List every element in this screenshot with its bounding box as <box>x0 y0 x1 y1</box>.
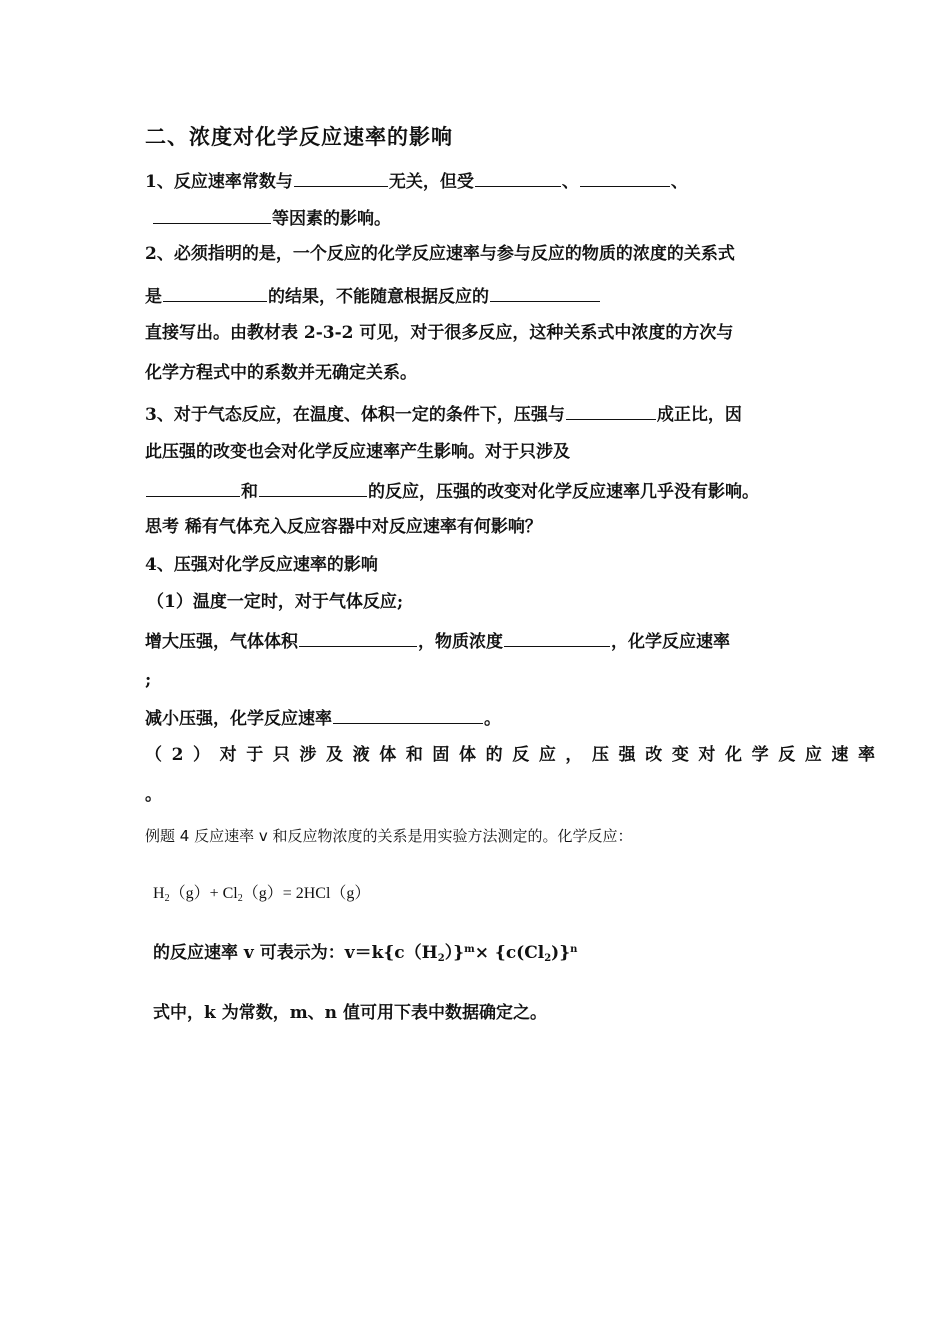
q3-line-2: 此压强的改变也会对化学反应速率产生影响。对于只涉及 <box>145 442 570 462</box>
rate-sub-2: 2 <box>544 953 552 964</box>
rate-sub-1: 2 <box>437 953 445 964</box>
q4-inc-c: ，化学反应速率 <box>611 632 730 652</box>
q2-text-c: 的结果，不能随意根据反应的 <box>268 287 489 307</box>
section-title: 二、浓度对化学反应速率的影响 <box>145 124 453 149</box>
rate-part-b: ）} <box>444 943 465 963</box>
q2-text-b: 是 <box>145 287 162 307</box>
q1-blank-3[interactable] <box>580 168 670 187</box>
q1-blank-2[interactable] <box>475 168 561 187</box>
q2-blank-1[interactable] <box>163 283 267 302</box>
eq-sub-2: 2 <box>237 893 243 904</box>
q1-text-c: 、 <box>561 172 579 192</box>
eq-sub-1: 2 <box>164 893 170 904</box>
rate-sup-m: m <box>464 944 475 955</box>
q4-blank-decrease-rate[interactable] <box>333 705 483 724</box>
rate-sup-n: n <box>570 944 578 955</box>
q1-text-a: 1、反应速率常数与 <box>145 172 293 192</box>
q1-text-e: 等因素的影响。 <box>272 209 391 229</box>
q3-text-a: 3、对于气态反应，在温度、体积一定的条件下，压强与 <box>145 405 565 425</box>
q4-decrease-line <box>145 705 501 731</box>
q1-blank-1[interactable] <box>294 168 388 187</box>
q4-blank-concentration[interactable] <box>504 628 610 647</box>
q3-blank-3[interactable] <box>259 478 367 497</box>
q4-semicolon: ; <box>145 670 152 690</box>
q4-inc-a: 增大压强，气体体积 <box>145 632 298 652</box>
q4-increase-line <box>145 628 730 654</box>
rate-part-c: × {c(Cl <box>474 943 545 963</box>
q3-line-1 <box>145 401 742 427</box>
q1-line-2 <box>152 205 391 231</box>
q4-inc-b: ，物质浓度 <box>418 632 503 652</box>
q4-title: 4、压强对化学反应速率的影响 <box>145 555 378 575</box>
q2-line-2 <box>145 283 601 309</box>
q3-text-b: 成正比，因 <box>656 405 742 425</box>
q4-dec-a: 减小压强，化学反应速率 <box>145 709 332 729</box>
rate-part-d: )} <box>551 943 571 963</box>
q3-line-3 <box>145 478 759 504</box>
q4-blank-volume[interactable] <box>299 628 417 647</box>
q2-line-1: 2、必须指明的是，一个反应的化学反应速率与参与反应的物质的浓度的关系式 <box>145 244 735 264</box>
q4-dec-b: 。 <box>484 709 501 729</box>
rate-expression <box>153 941 577 965</box>
chemical-equation <box>153 882 370 906</box>
q4-part2-end: 。 <box>145 785 162 805</box>
rate-part-a: 的反应速率 v 可表示为：v＝k{c（H <box>153 943 438 963</box>
q2-blank-2[interactable] <box>490 283 600 302</box>
eq-h: H <box>153 885 165 902</box>
q4-part1: （1）温度一定时，对于气体反应; <box>147 592 404 612</box>
q4-part2: （2）对于只涉及液体和固体的反应，压强改变对化学反应速率 <box>145 745 885 765</box>
q3-text-e: 的反应，压强的改变对化学反应速率几乎没有影响。 <box>368 482 759 502</box>
q1-blank-4[interactable] <box>153 205 271 224</box>
think-question: 思考 稀有气体充入反应容器中对反应速率有何影响？ <box>145 517 542 537</box>
example-last-line: 式中，k 为常数，m、n 值可用下表中数据确定之。 <box>153 1003 547 1023</box>
q2-line-4: 化学方程式中的系数并无确定关系。 <box>145 363 417 383</box>
q1-text-d: 、 <box>670 172 688 192</box>
q1-text-b: 无关，但受 <box>388 172 474 192</box>
eq-part-3: （g）= 2HCl（g） <box>242 885 371 902</box>
q1-line-1 <box>145 168 688 194</box>
eq-part-2: （g）+ Cl <box>169 885 238 902</box>
example-intro: 例题 4 反应速率 v 和反应物浓度的关系是用实验方法测定的。化学反应： <box>145 827 633 845</box>
q3-blank-1[interactable] <box>566 401 656 420</box>
q3-blank-2[interactable] <box>146 478 240 497</box>
q3-text-d: 和 <box>241 482 258 502</box>
q2-line-3: 直接写出。由教材表 2-3-2 可见，对于很多反应，这种关系式中浓度的方次与 <box>145 323 734 343</box>
